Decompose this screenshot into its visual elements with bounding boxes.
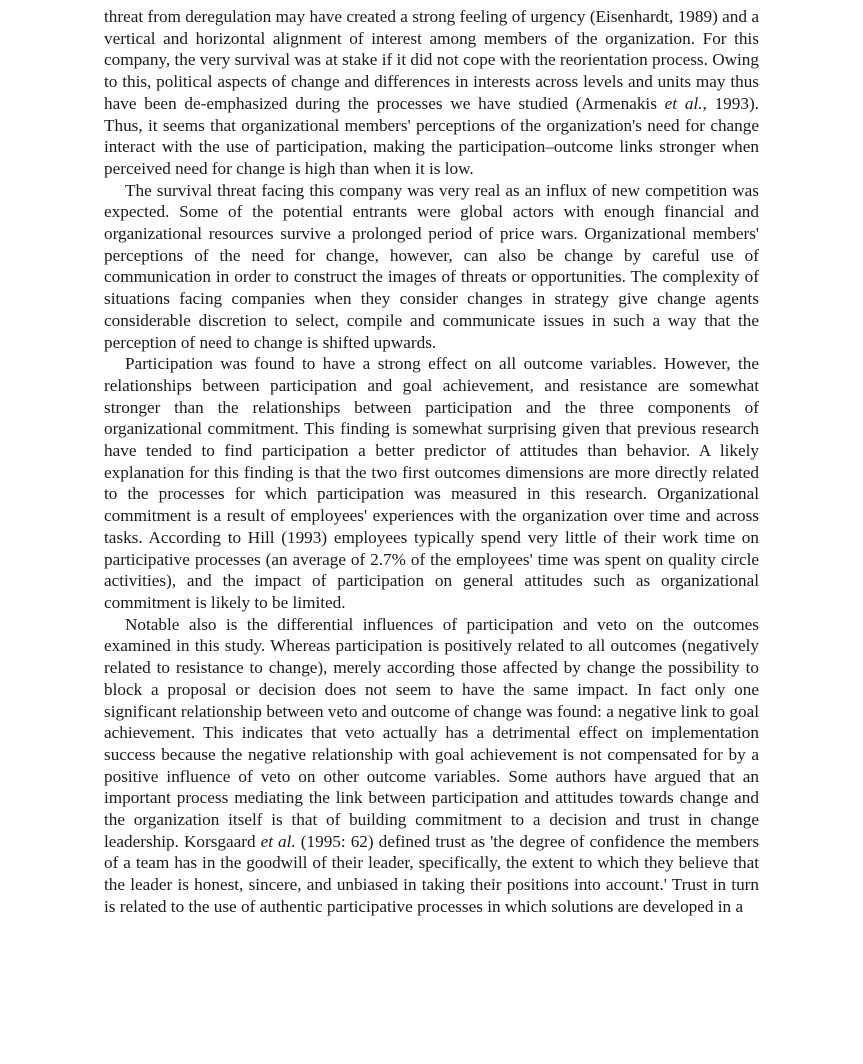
paragraph-1-text-2: , 1993). Thus, it seems that organizational members' perceptions of the organization's need for change interact with the use of participation, making the participation–outcome links stronger when perceived need for change is high than when it is low.: [104, 93, 759, 178]
paragraph-4-text-2: (1995: 62) defined trust as 'the degree of confidence the members of a team has in the goodwill of their leader, specifically, the extent to which they believe that the leader is honest, sincere, and unbiased in taking their positions into account.' Trust in turn is related to the use of authentic participative processes in which solutions are developed in a: [104, 831, 760, 916]
paragraph-1: [104, 6, 759, 180]
paragraph-1-italic-et-al: et al.: [664, 93, 703, 113]
paragraph-1-text-1: threat from deregulation may have created a strong feeling of urgency (Eisenhardt, 1989) and a vertical and horizontal alignment of interest among members of the organization. For this company, the very survival was at stake if it did not cope with the reorientation process. Owing to this, political aspects of change and differences in interests across levels and units may thus have been de-emphasized during the processes we have studied (Armenakis: [104, 7, 759, 113]
paragraph-3-text-1: Participation was found to have a strong effect on all outcome variables. However, the relationships between participation and goal achievement, and resistance are somewhat stronger than the relationships between participation and the three components of organizational commitment. This finding is somewhat surprising given that previous research have tended to find participation a better predictor of attitudes than behavior. A likely explanation for this finding is that the two first outcomes dimensions are more directly related to the processes for which participation was measured in this research. Organizational commitment is a result of employees' experiences with the organization over time and across tasks. According to Hill (1993) employees typically spend very little of their work time on participative processes (an average of 2.7% of the employees' time was spent on quality circle activities), and the impact of participation on general attitudes such as organizational commitment is likely to be limited.: [104, 354, 759, 612]
paragraph-2: [104, 180, 759, 354]
paragraph-4: [104, 614, 759, 918]
paragraph-2-text-1: The survival threat facing this company was very real as an influx of new competition was expected. Some of the potential entrants were global actors with enough financial and organizational resources survive a prolonged period of price wars. Organizational members' perceptions of the need for change, however, can also be change by careful use of communication in order to construct the images of threats or opportunities. The complexity of situations facing companies when they consider changes in strategy give change agents considerable discretion to select, compile and communicate issues in such a way that the perception of need to change is shifted upwards.: [104, 180, 759, 352]
paragraph-4-italic-et-al: et al.: [260, 831, 296, 851]
paragraph-3: [104, 353, 759, 613]
paragraph-4-text-1: Notable also is the differential influences of participation and veto on the outcomes examined in this study. Whereas participation is positively related to all outcomes (negatively related to resistance to change), merely according those affected by change the possibility to block a proposal or decision does not seem to have the same impact. In fact only one significant relationship between veto and outcome of change was found: a negative link to goal achievement. This indicates that veto actually has a detrimental effect on implementation success because the negative relationship with goal achievement is not compensated for by a positive influence of veto on other outcome variables. Some authors have argued that an important process mediating the link between participation and attitudes towards change and the organization itself is that of building commitment to a decision and trust in change leadership. Korsgaard: [104, 614, 759, 851]
document-page: [104, 6, 759, 918]
